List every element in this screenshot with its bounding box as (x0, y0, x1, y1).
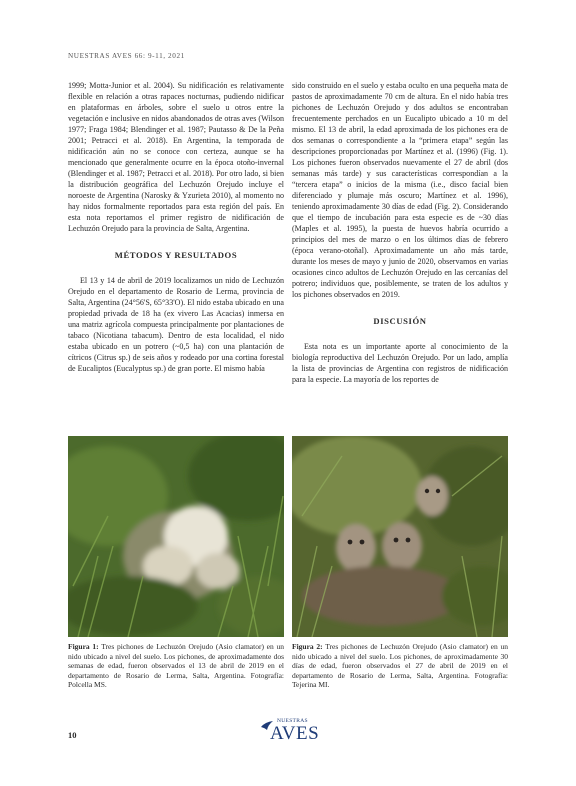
figure-2-label: Figura 2: (292, 642, 323, 651)
section-title-methods: MÉTODOS Y RESULTADOS (114, 250, 238, 260)
figure-2-photo (292, 436, 508, 637)
paragraph: sido construido en el suelo y estaba oculto en una pequeña mata de pastos de aproximadamente 70 cm de altura. En el nido había tres pichones de Lechuzón Orejudo y dos adultos se encontraban frecuentemente perchados en un Eucalipto ubicado a 10 m del mismo. El 13 de abril, la edad aproximada de los pichones era de dos semanas o correspondiente a la “primera etapa” según las descripciones proporcionadas por Martínez et al. (1996) (Fig. 1). Los pichones fueron observados nuevamente el 27 de abril (dos semanas más tarde) y sus características correspondían a la “tercera etapa” o inicios de la misma (i.e., disco facial bien diferenciado y plumaje más oscuro; Martínez et al. 1996), teniendo aproximadamente 30 días de edad (Fig. 2). Considerando que el tiempo de incubación para esta especie es de ~30 días (Maples et al. 1995), la puesta de huevos habría ocurrido a principios del mes de marzo o en los últimos días de febrero (época verano-otoñal). Aproximadamente un año más tarde, durante los meses de mayo y junio de 2020, observamos en varias ocasiones cinco adultos de Lechuzón Orejudo en las cercanías del potrero; individuos que, posiblemente, se traten de los adultos y los pichones observados en 2019. (292, 81, 508, 299)
paragraph: El 13 y 14 de abril de 2019 localizamos un nido de Lechuzón Orejudo en el departamento de Rosario de Lerma, provincia de Salta, Argentina (24°56'S, 65°33'O). El nido estaba ubicado en una propiedad privada de 18 ha (ex vivero Las Acacias) inmersa en una matriz agrícola compuesta principalmente por plantaciones de tabaco (Nicotiana tabacum). Dentro de esta localidad, el nido estaba ubicado en un potrero (~0,5 ha) con una plantación de cítricos (Citrus sp.) de seis años y rodeado por una cortina forestal de Eucaliptos (Eucalyptus sp.) de gran porte. El mismo había (68, 276, 284, 373)
left-column (68, 80, 284, 374)
section-title-discussion: DISCUSIÓN (373, 316, 427, 326)
logo-big-text: AVES (270, 723, 320, 744)
owl-chicks-photo-1 (68, 436, 284, 637)
figure-2-text: Tres pichones de Lechuzón Orejudo (Asio clamator) en un nido ubicado a nivel del suelo. Los pichones, de aproximadamente 30 días de edad, fueron observados el 27 de abril de 2019 en el departamento de Rosario de Lerma, Salta, Argentina. Fotografía: Tejerina MI. (292, 642, 508, 689)
paragraph: Esta nota es un importante aporte al conocimiento de la biología reproductiva del Lechuzón Orejudo. Por un lado, amplía la lista de provincias de Argentina con registros de nidificación para la especie. La mayoría de los reportes de (292, 342, 508, 384)
figure-1-label: Figura 1: (68, 642, 99, 651)
running-head: NUESTRAS AVES 66: 9-11, 2021 (68, 52, 185, 60)
owl-chicks-photo-2 (292, 436, 508, 637)
journal-logo (256, 718, 320, 746)
page-number: 10 (68, 730, 77, 740)
figure-1-text: Tres pichones de Lechuzón Orejudo (Asio clamator) en un nido ubicado a nivel del suelo. Los pichones, de aproximadamente dos semanas de edad, fueron observados el 13 de abril de 2019 en el departamento de Rosario de Lerma, Salta, Argentina. Fotografía: Polcella MS. (68, 642, 284, 689)
logo-small-text: NUESTRAS (277, 718, 308, 724)
right-column (292, 80, 508, 385)
figure-1-photo (68, 436, 284, 637)
figure-1-caption (68, 642, 284, 690)
paragraph: 1999; Motta-Junior et al. 2004). Su nidificación es relativamente flexible en relación a otras rapaces nocturnas, pudiendo nidificar en plataformas en árboles, sobre el suelo u otros entre la vegetación e inclusive en nidos abandonados de otras aves (Wilson 1977; Fraga 1984; Blendinger et al. 1987; Pautasso & De la Peña 2001; Petracci et al. 2018). En Argentina, la temporada de nidificación aún no se conoce con certeza, aunque se ha mencionado que generalmente ocurre en la época otoño-invernal (Blendinger et al. 1987; Petracci et al. 2018). Por otro lado, si bien la distribución geográfica del Lechuzón Orejudo incluye el noroeste de Argentina (Narosky & Yzurieta 2010), al momento no hay nidos formalmente reportados para esta región del país. En esta nota reportamos el primer registro de nidificación de Lechuzón Orejudo para la provincia de Salta, Argentina. (68, 81, 284, 233)
figure-2-caption (292, 642, 508, 690)
